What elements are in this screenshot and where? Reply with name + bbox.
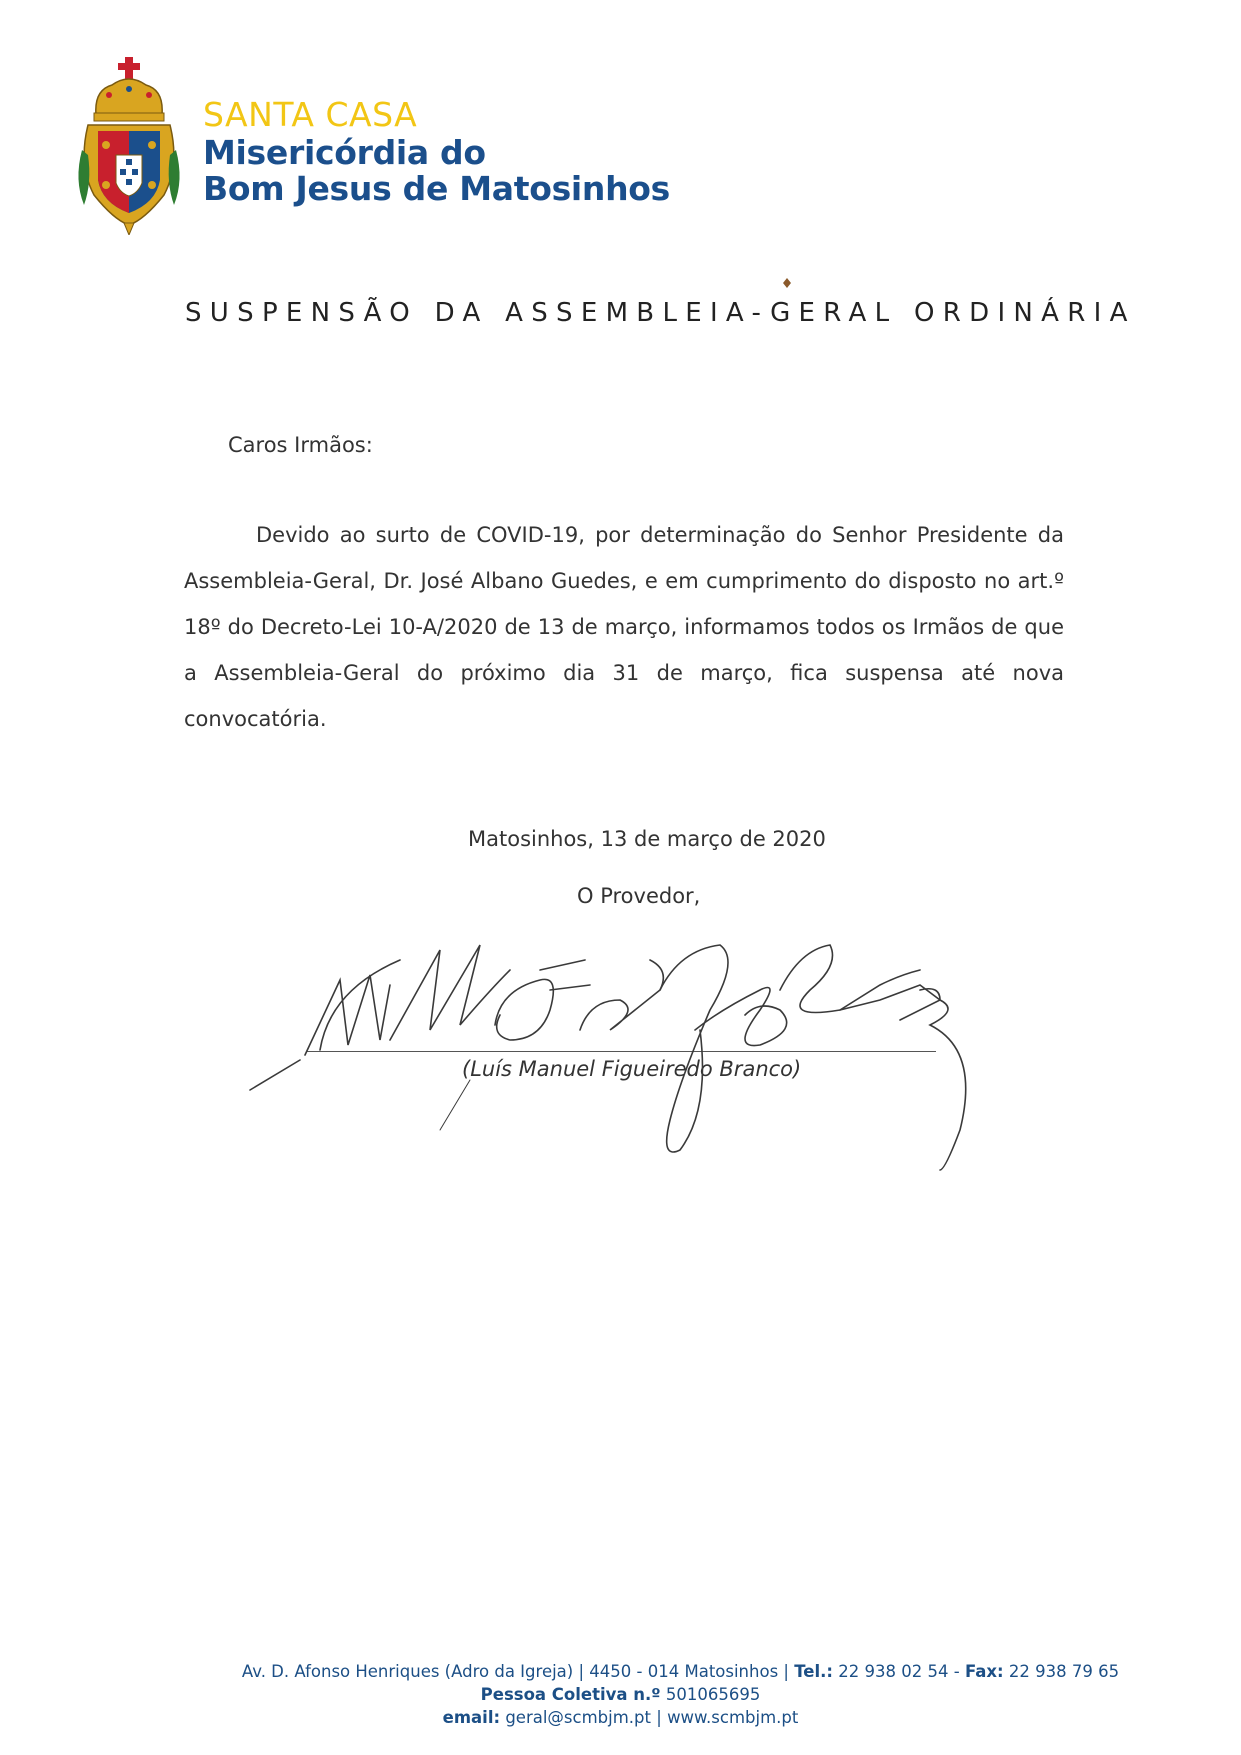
- footer-nif: 501065695: [665, 1685, 761, 1704]
- footer-fax-label: Fax:: [964, 1662, 1004, 1681]
- footer-website-link[interactable]: www.scmbjm.pt: [667, 1708, 799, 1727]
- footer-nif-row: [0, 1683, 1241, 1706]
- footer: [0, 1660, 1241, 1729]
- salutation: Caros Irmãos:: [228, 433, 373, 457]
- footer-tel: 22 938 02 54: [838, 1662, 949, 1681]
- footer-email-link[interactable]: geral@scmbjm.pt: [505, 1708, 651, 1727]
- handwritten-signature: [240, 930, 1080, 1210]
- brand-line-misericordia: Misericórdia do: [203, 133, 486, 172]
- signer-role: O Provedor,: [577, 884, 701, 908]
- footer-postal: 4450 - 014 Matosinhos: [589, 1662, 779, 1681]
- footer-email-label: email:: [442, 1708, 501, 1727]
- footer-nif-label: Pessoa Coletiva n.º: [480, 1685, 661, 1704]
- footer-fax: 22 938 79 65: [1008, 1662, 1120, 1681]
- footer-web-row: email: geral@scmbjm.pt | www.scmbjm.pt: [442, 1708, 799, 1727]
- body-paragraph: Devido ao surto de COVID-19, por determinação do Senhor Presidente da Assembleia-Geral, Dr. José Albano Guedes, e em cumprimento do disposto no art.º 18º do Decreto-Lei 10-A/2020 de 13 de março, informamos todos os Irmãos de que a Assembleia-Geral do próximo dia 31 de março, fica suspensa até nova convocatória.: [184, 523, 1064, 731]
- diamond-mark-icon: [783, 278, 791, 288]
- place-date: Matosinhos, 13 de março de 2020: [468, 827, 826, 851]
- footer-contact-row: Av. D. Afonso Henriques (Adro da Igreja) | 4450 - 014 Matosinhos | Tel.: 22 938 02 54 - Fax: 22 938 79 65: [241, 1662, 1120, 1681]
- signer-name: (Luís Manuel Figueiredo Branco): [462, 1057, 802, 1081]
- brand-line-bom-jesus: Bom Jesus de Matosinhos: [203, 169, 671, 208]
- footer-address: Av. D. Afonso Henriques (Adro da Igreja): [241, 1662, 574, 1681]
- footer-tel-label: Tel.:: [794, 1662, 834, 1681]
- brand-line-santa-casa: SANTA CASA: [203, 95, 418, 134]
- brand-name: [203, 95, 671, 208]
- coat-of-arms-icon: [74, 55, 184, 235]
- page-title: SUSPENSÃO DA ASSEMBLEIA-GERAL ORDINÁRIA: [185, 298, 1136, 328]
